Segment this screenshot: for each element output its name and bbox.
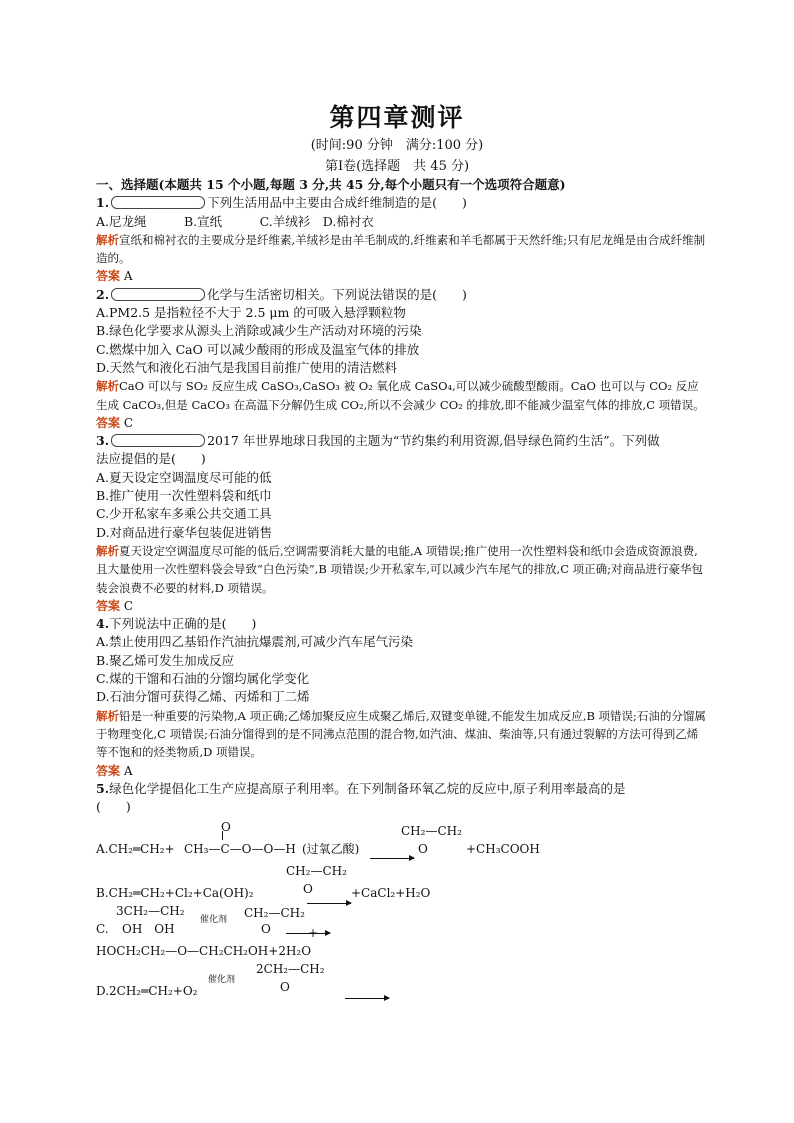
question-3-explanation [96,542,708,597]
question-3-stem-cont: 法应提倡的是( ) [96,451,206,467]
question-1-options: A.尼龙绳 B.宣纸 C.羊绒衫 D.棉衬衣 [96,213,374,229]
explanation-label: 解析 [96,379,119,394]
question-number: 1. [96,195,110,211]
question-2-option-c: C.燃煤中加入 CaO 可以减少酸雨的形成及温室气体的排放 [96,341,420,357]
question-2-option-a: A.PM2.5 是指粒径不大于 2.5 μm 的可吸入悬浮颗粒物 [96,305,406,321]
answer-value: C [123,415,134,430]
option-d-epoxide: 2CH₂—CH₂ [256,962,325,977]
question-3-answer [96,597,708,615]
question-number: 5. [96,780,110,796]
question-stem: 下列说法中正确的是( ) [109,616,257,632]
question-stem: 下列生活用品中主要由合成纤维制造的是( ) [207,195,467,211]
catalyst-label: 催化剂 [208,975,236,986]
epoxide-ring: CH₂—CH₂ [401,824,462,839]
question-4-explanation [96,707,708,762]
question-2-option-d: D.天然气和液化石油气是我国目前推广使用的清洁燃料 [96,359,398,375]
question-4-option-c: C.煤的干馏和石油的分馏均属化学变化 [96,671,310,687]
question-3-option-d: D.对商品进行豪华包装促进销售 [96,524,273,540]
question-2-explanation [96,377,708,414]
option-b-products: +CaCl₂+H₂O [351,886,431,901]
question-number: 3. [96,433,110,449]
option-c-hydroxyls: OH OH [122,922,175,937]
carbonyl-oxygen: O [221,820,231,835]
question-number: 2. [96,286,110,302]
explanation-label: 解析 [96,543,119,558]
part-heading: 第Ⅰ卷(选择题 共 45 分) [324,159,470,174]
page-title: 第四章测评 [329,103,465,132]
question-5 [96,780,708,798]
question-4-option-d: D.石油分馏可获得乙烯、丙烯和丁二烯 [96,689,310,705]
question-1-explanation [96,231,708,268]
section-heading: 一、选择题(本题共 15 个小题,每题 3 分,共 45 分,每个小题只有一个选项符合题意) [96,177,566,192]
answer-label: 答案 [96,415,121,430]
explanation-text: 铅是一种重要的污染物,A 项正确;乙烯加聚反应生成聚乙烯后,双键变单键,不能发生加成反应,B 项错误;石油的分馏属于物理变化,C 项错误;石油分馏得到的是不同沸点范围的混合物,如汽油、煤油、柴油等,只有通过裂解的方法可得到乙烯等不饱和的烃类物质,D 项错误。 [96,708,706,760]
option-c-products: HOCH₂CH₂—O—CH₂CH₂OH+2H₂O [96,944,312,959]
option-d-reactants: D.2CH₂═CH₂+O₂ [96,984,198,999]
question-4-option-a: A.禁止使用四乙基铅作汽油抗爆震剂,可减少汽车尾气污染 [96,634,413,650]
peracetic-acid-note: (过氧乙酸) [302,842,360,857]
option-c-label: C. [96,922,109,937]
answer-value: A [123,269,133,284]
exam-time-score: (时间:90 分钟 满分:100 分) [310,138,484,153]
catalyst-label: 催化剂 [200,915,228,926]
explanation-text: CaO 可以与 SO₂ 反应生成 CaSO₃,CaSO₃ 被 O₂ 氧化成 CaSO₄,可以减少硫酸型酸雨。CaO 也可以与 CO₂ 反应生成 CaCO₃,但是 CaCO₃ 在高温下分解仍生成 CO₂,所以不会减少 CO₂ 的排放,即不能减少温室气体的排放,C 项错误。 [96,379,705,412]
question-1 [96,194,708,212]
epoxide-ring: CH₂—CH₂ [244,906,305,921]
answer-value: A [123,763,133,778]
question-4 [96,615,708,633]
reaction-arrow [307,903,351,904]
option-b-reactants: B.CH₂═CH₂+Cl₂+Ca(OH)₂ [96,886,254,901]
question-tag-blank [111,434,205,447]
question-tag-blank [111,288,205,301]
reaction-arrow [345,998,389,999]
question-4-option-b: B.聚乙烯可发生加成反应 [96,652,235,668]
question-5-stem-cont: ( ) [96,799,131,815]
question-2 [96,286,708,304]
epoxide-oxygen: O [303,882,313,897]
question-5-options [96,816,708,1006]
question-2-option-b: B.绿色化学要求从源头上消除或减少生产活动对环境的污染 [96,323,422,339]
explanation-text: 宣纸和棉衬衣的主要成分是纤维素,羊绒衫是由羊毛制成的,纤维素和羊毛都属于天然纤维;只有尼龙绳是由合成纤维制造的。 [96,232,706,266]
answer-value: C [123,598,134,613]
explanation-text: 夏天设定空调温度尽可能的低后,空调需要消耗大量的电能,A 项错误;推广使用一次性塑料袋和纸巾会造成资源浪费,且大量使用一次性塑料袋会导致“白色污染”,B 项错误;少开私家车,可以减少汽车尾气的排放,C 项正确;对商品进行豪华包装会浪费不必要的材料,D 项错误。 [96,543,704,595]
epoxide-oxygen: O [261,922,271,937]
answer-label: 答案 [96,763,121,778]
question-number: 4. [96,616,110,632]
option-c-glycol: 3CH₂—CH₂ [116,904,185,919]
answer-label: 答案 [96,598,121,613]
question-2-answer [96,414,708,432]
question-list [96,176,708,1006]
double-bond-mark [222,831,223,840]
epoxide-ring: CH₂—CH₂ [286,864,347,879]
question-3-option-a: A.夏天设定空调温度尽可能的低 [96,469,272,485]
reaction-arrow [370,858,414,859]
peracetic-acid-formula: CH₃—C—O—O—H [184,842,296,857]
option-a-reactant: A.CH₂═CH₂+ [96,842,175,857]
question-3-option-c: C.少开私家车多乘公共交通工具 [96,506,272,522]
question-3 [96,432,708,450]
question-4-answer [96,762,708,780]
question-1-answer [96,267,708,285]
question-stem: 化学与生活密切相关。下列说法错误的是( ) [207,286,467,302]
epoxide-oxygen: O [280,980,290,995]
question-stem: 2017 年世界地球日我国的主题为“节约集约利用资源,倡导绿色简约生活”。下列做 [207,433,660,449]
plus-sign: + [308,926,319,941]
option-a-product: +CH₃COOH [466,842,540,857]
explanation-label: 解析 [96,232,119,247]
explanation-label: 解析 [96,708,119,723]
epoxide-oxygen: O [418,842,428,857]
question-tag-blank [111,196,205,209]
question-stem: 绿色化学提倡化工生产应提高原子利用率。在下列制备环氧乙烷的反应中,原子利用率最高的是 [109,780,626,796]
question-3-option-b: B.推广使用一次性塑料袋和纸巾 [96,488,272,504]
answer-label: 答案 [96,269,121,284]
